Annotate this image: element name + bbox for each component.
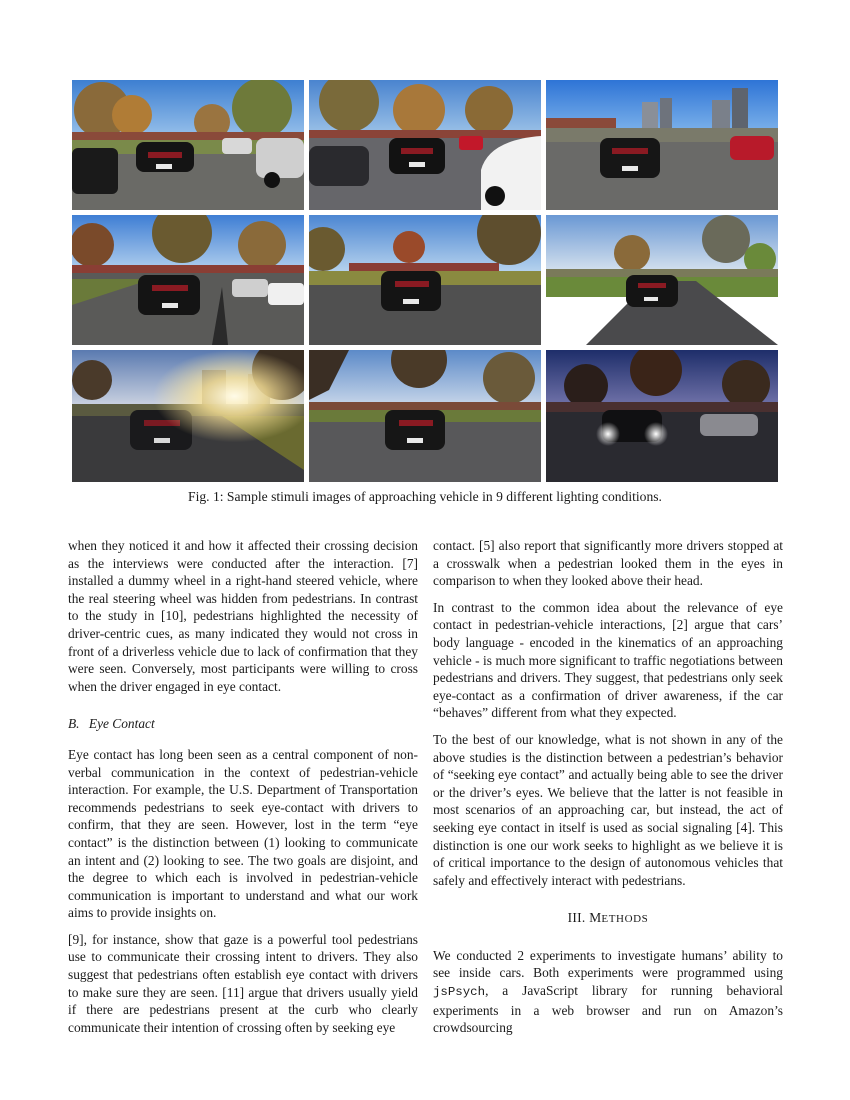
figure-panel-5 xyxy=(309,215,541,345)
body-paragraph: when they noticed it and how it affected their crossing decision as the interviews were conducted after the interaction. [7] installed a dummy wheel in a right-hand steered vehicle, where the real steering wheel was hidden from pedestrians. In contrast to the study in [10], pedestrians highlighted the necessity of driver-centric cues, as many indicated they would not cross in front of a driverless vehicle due to lack of confirmation that they were seen. Conversely, most participants were willing to cross when the driver engaged in eye contact. xyxy=(68,538,418,694)
body-paragraph: In contrast to the common idea about the relevance of eye contact in pedestrian-vehicle interactions, [2] argue that cars’ body language - encoded in the kinematics of an approaching vehicle - is much more significant to traffic negotiations between pedestrians and drivers. They suggest, that pedestrians only seek eye-contact as a confirmation of driver awareness, if the car “behaves” different from what they expected. xyxy=(433,599,783,721)
left-column xyxy=(68,537,418,1036)
section-title-rest: ETHODS xyxy=(601,913,649,926)
code-library-name: jsPsych xyxy=(433,985,486,1000)
section-heading xyxy=(433,909,783,929)
body-paragraph: [9], for instance, show that gaze is a powerful tool pedestrians use to communicate their crossing intent to drivers. They also suggest that pedestrians often establish eye contact with drivers to make sure they are seen. [11] argue that drivers usually yield if there are pedestrians present at the curb who clearly communicate their intention of crossing often by seeking eye xyxy=(68,931,418,1035)
body-paragraph: Eye contact has long been seen as a central component of non-verbal communication in the context of pedestrian-vehicle interaction. For example, the U.S. Department of Transportation recommends pedestrians to seek eye-contact with drivers to confirm, that they are seen. However, lost in the term “eye contact” is the distinction between (1) looking to communicate an intent and (2) looking to see. The two goals are disjoint, and the degree to which each is involved in pedestrian-vehicle communication is important to understand and what our work aims to provide insights on. xyxy=(68,746,418,921)
figure-panel-3 xyxy=(546,80,778,210)
methods-text-start: We conducted 2 experiments to investigate humans’ ability to see inside cars. Both experiments were programmed using xyxy=(433,947,783,981)
body-paragraph xyxy=(433,947,783,1037)
figure-panel-2 xyxy=(309,80,541,210)
subsection-heading xyxy=(68,715,418,733)
figure-panel-1 xyxy=(72,80,304,210)
figure-panel-8 xyxy=(309,350,541,482)
figure-panel-4 xyxy=(72,215,304,345)
body-paragraph: To the best of our knowledge, what is not shown in any of the above studies is the distinction between a pedestrian’s behavior of “seeking eye contact” and actually being able to see the driver or the driver’s eyes. We believe that the latter is not feasible in most scenarios of an approaching car, but instead, the act of seeking eye contact in itself is used as social signaling [4]. This distinction is one our work seeks to highlight as we believe it is of critical importance to the design of autonomous vehicles that safely and effectively interact with pedestrians. xyxy=(433,731,783,888)
section-number: III. xyxy=(567,910,586,926)
figure-1 xyxy=(72,80,778,482)
section-title-initial: M xyxy=(589,910,602,926)
figure-panel-6 xyxy=(546,215,778,345)
figure-panel-7 xyxy=(72,350,304,482)
section-title xyxy=(589,910,648,925)
subsection-number: B. xyxy=(68,716,80,732)
right-column xyxy=(433,537,783,1037)
body-paragraph: contact. [5] also report that significantly more drivers stopped at a crosswalk when a pedestrian looked them in the eyes in comparison to when they looked above their head. xyxy=(433,538,783,589)
figure-caption: Fig. 1: Sample stimuli images of approaching vehicle in 9 different lighting conditions. xyxy=(188,489,662,504)
methods-text-end: , a JavaScript library for running behavioral experiments in a web browser and run on Amazon’s crowdsourcing xyxy=(433,983,783,1036)
figure-panel-9 xyxy=(546,350,778,482)
subsection-title: Eye Contact xyxy=(88,716,155,732)
